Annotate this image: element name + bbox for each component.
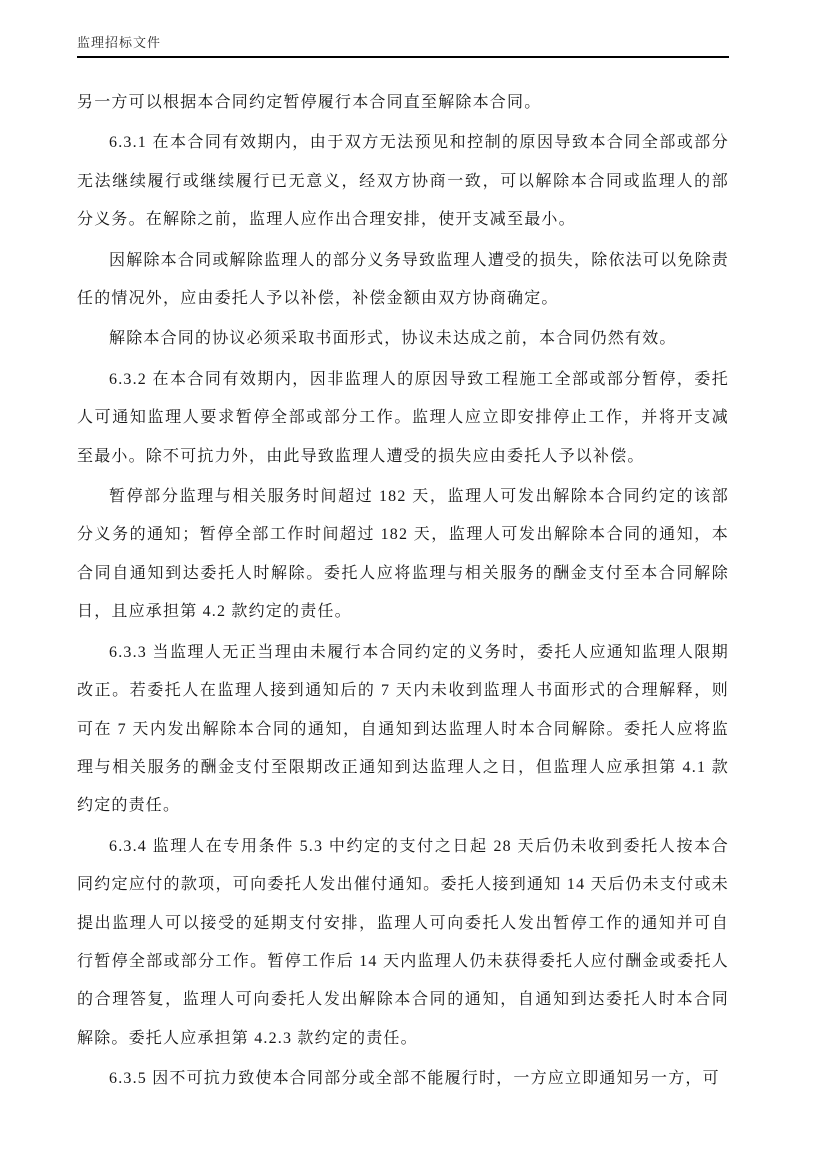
page-header xyxy=(77,34,729,58)
paragraph: 6.3.1 在本合同有效期内，由于双方无法预见和控制的原因导致本合同全部或部分无法继续履行或继续履行已无意义，经双方协商一致，可以解除本合同或监理人的部分义务。在解除之前，监理人应作出合理安排，使开支减至最小。 xyxy=(77,134,729,229)
header-title: 监理招标文件 xyxy=(77,35,162,50)
paragraph: 另一方可以根据本合同约定暂停履行本合同直至解除本合同。 xyxy=(77,94,542,111)
paragraph: 因解除本合同或解除监理人的部分义务导致监理人遭受的损失，除依法可以免除责任的情况外，应由委托人予以补偿，补偿金额由双方协商确定。 xyxy=(77,251,729,308)
paragraph: 6.3.3 当监理人无正当理由未履行本合同约定的义务时，委托人应通知监理人限期改正。若委托人在监理人接到通知后的 7 天内未收到监理人书面形式的合理解释，则可在 7 天内发出解除本合同的通知，自通知到达监理人时本合同解除。委托人应将监理与相关服务的酬金支付至限期改正通知到达监理人之日，但监理人应承担第 4.1 款约定的责任。 xyxy=(77,643,729,815)
paragraph: 6.3.4 监理人在专用条件 5.3 中约定的支付之日起 28 天后仍未收到委托人按本合同约定应付的款项，可向委托人发出催付通知。委托人接到通知 14 天后仍未支付或未提出监理人可以接受的延期支付安排，监理人可向委托人发出暂停工作的通知并可自行暂停全部或部分工作。暂停工作后 14 天内监理人仍未获得委托人应付酬金或委托人的合理答复，监理人可向委托人发出解除本合同的通知，自通知到达委托人时本合同解除。委托人应承担第 4.2.3 款约定的责任。 xyxy=(77,837,729,1047)
paragraph: 6.3.2 在本合同有效期内，因非监理人的原因导致工程施工全部或部分暂停，委托人可通知监理人要求暂停全部或部分工作。监理人应立即安排停止工作，并将开支减至最小。除不可抗力外，由此导致监理人遭受的损失应由委托人予以补偿。 xyxy=(77,370,729,465)
paragraph: 解除本合同的协议必须采取书面形式，协议未达成之前，本合同仍然有效。 xyxy=(109,330,677,348)
document-body xyxy=(77,84,729,1101)
paragraph: 暂停部分监理与相关服务时间超过 182 天，监理人可发出解除本合同约定的该部分义务的通知；暂停全部工作时间超过 182 天，监理人可发出解除本合同的通知，本合同自通知到达委托人时解除。委托人应将监理与相关服务的酬金支付至本合同解除日，且应承担第 4.2 款约定的责任。 xyxy=(77,488,729,621)
paragraph: 6.3.5 因不可抗力致使本合同部分或全部不能履行时，一方应立即通知另一方，可 xyxy=(109,1070,720,1088)
